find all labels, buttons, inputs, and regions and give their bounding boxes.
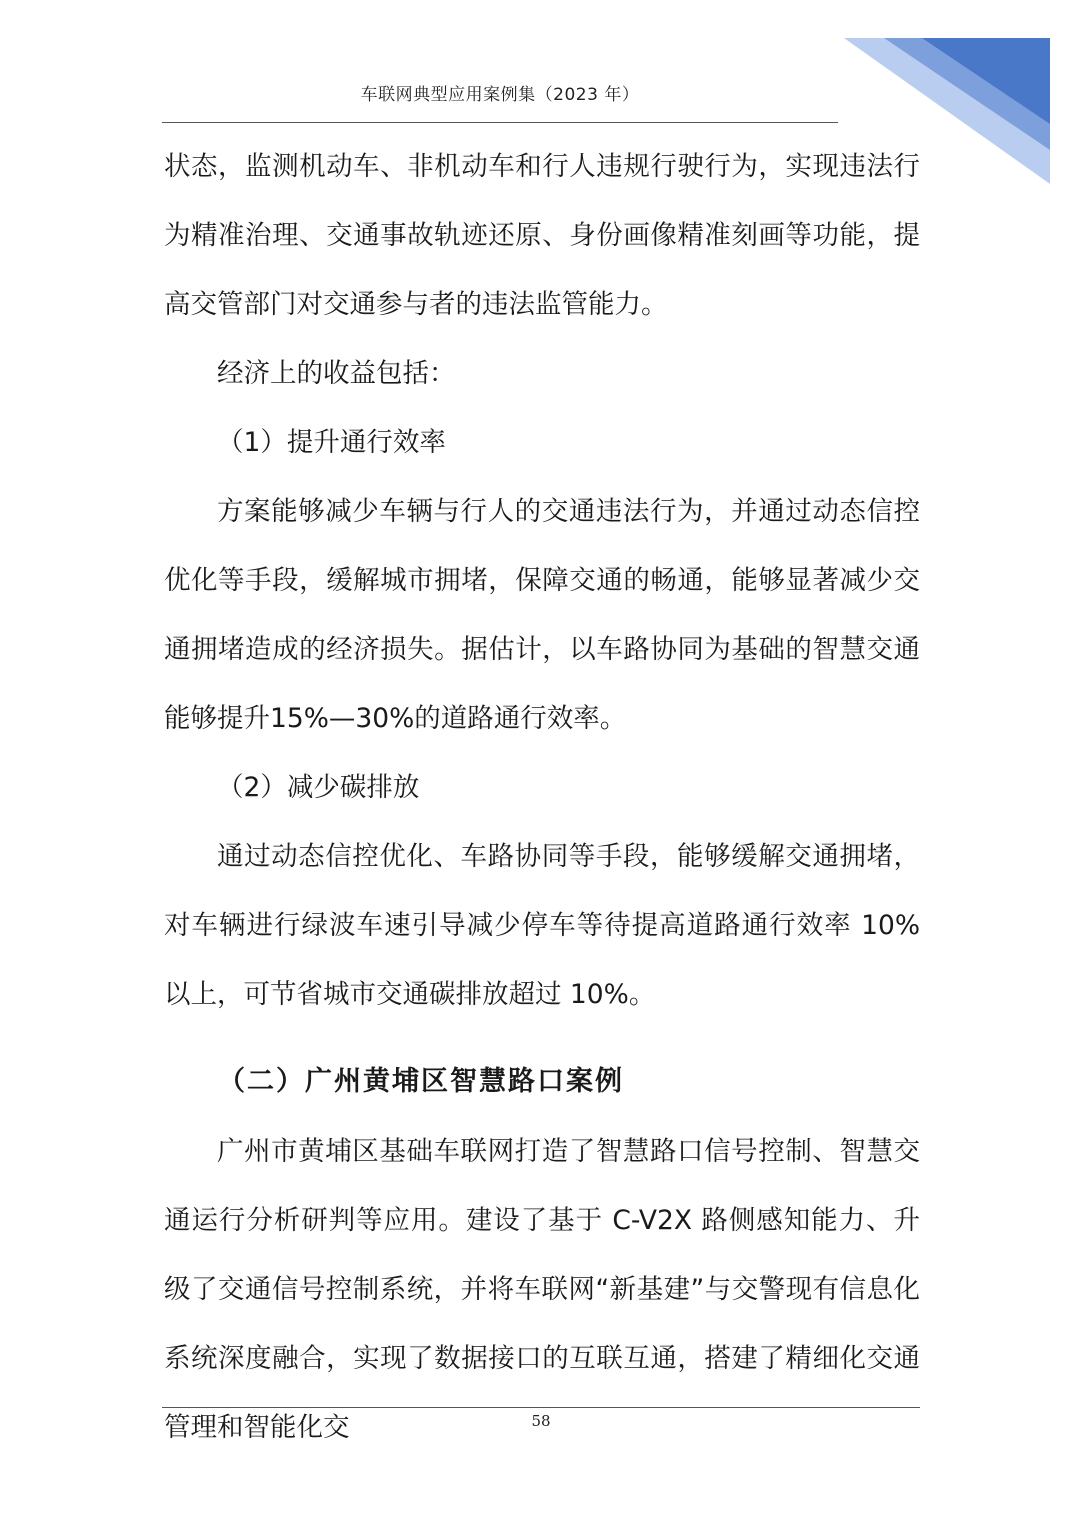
section-heading-huangpu-case: （二）广州黄埔区智慧路口案例 bbox=[218, 1066, 624, 1097]
subheading-traffic-efficiency: （1）提升通行效率 bbox=[217, 427, 446, 458]
paragraph-carbon-reduction: 通过动态信控优化、车路协同等手段，能够缓解交通拥堵，对车辆进行绿波车速引导减少停车等待提高道路通行效率 10%以上，可节省城市交通碳排放超过 10%。 bbox=[164, 841, 920, 1010]
running-header: 车联网典型应用案例集（2023 年） bbox=[360, 85, 640, 105]
header-rule bbox=[162, 122, 838, 123]
paragraph-regulation-capability: 状态，监测机动车、非机动车和行人违规行驶行为，实现违法行为精准治理、交通事故轨迹还原、身份画像精准刻画等功能，提高交管部门对交通参与者的违法监管能力。 bbox=[164, 151, 920, 320]
subheading-carbon-reduction: （2）减少碳排放 bbox=[217, 772, 420, 803]
footer-rule bbox=[162, 1407, 920, 1408]
paragraph-traffic-efficiency: 方案能够减少车辆与行人的交通违法行为，并通过动态信控优化等手段，缓解城市拥堵，保障交通的畅通，能够显著减少交通拥堵造成的经济损失。据估计，以车路协同为基础的智慧交通能够提升15%—30%的道路通行效率。 bbox=[164, 496, 920, 734]
paragraph-huangpu-case: 广州市黄埔区基础车联网打造了智慧路口信号控制、智慧交通运行分析研判等应用。建设了基于 C-V2X 路侧感知能力、升级了交通信号控制系统，并将车联网“新基建”与交警现有信息化系统深度融合，实现了数据接口的互联互通，搭建了精细化交通管理和智能化交 bbox=[164, 1136, 920, 1443]
paragraph-economic-benefits-intro: 经济上的收益包括： bbox=[217, 358, 456, 389]
page-number: 58 bbox=[531, 1412, 551, 1430]
